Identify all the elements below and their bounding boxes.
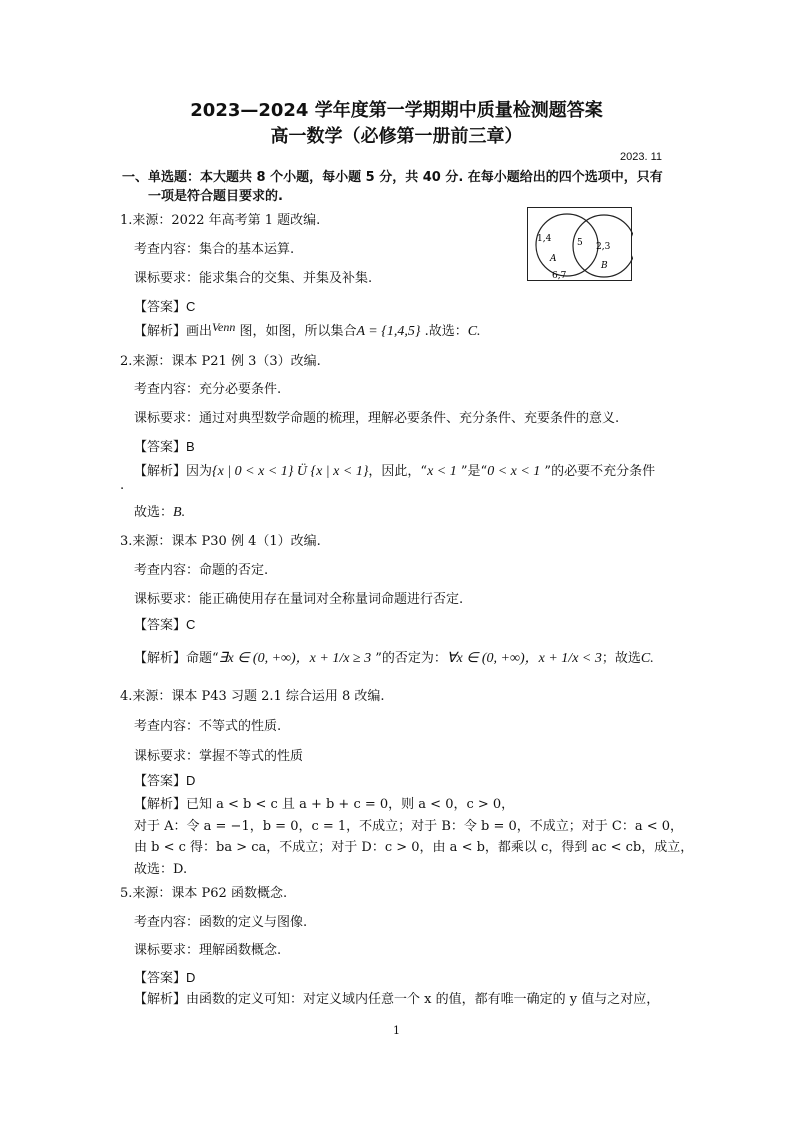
q3-standard: 课标要求：能正确使用存在量词对全称量词命题进行否定. [134, 592, 464, 607]
q4-standard: 课标要求：掌握不等式的性质 [134, 749, 304, 764]
q1-source: 1.来源：2022 年高考第 1 题改编. [120, 213, 321, 228]
venn-a-only: 1,4 [537, 234, 552, 244]
venn-outside: 6,7 [552, 271, 567, 281]
q3-solution [134, 647, 654, 667]
q1-answer: 【答案】C [134, 299, 196, 314]
document-date: 2023. 11 [620, 151, 663, 163]
venn-label-a: A [550, 254, 557, 264]
q5-answer: 【答案】D [134, 970, 196, 985]
q2-answer: 【答案】B [134, 439, 195, 454]
q1-solution [134, 320, 481, 340]
q2-standard: 课标要求：通过对典型数学命题的梳理，理解必要条件、充分条件、充要条件的意义. [134, 411, 620, 426]
q3-sol-end: ；故选 [601, 651, 641, 666]
q3-answer: 【答案】C [134, 617, 196, 632]
q3-sol-prefix: 【解析】命题“ [134, 651, 219, 666]
q1-standard: 课标要求：能求集合的交集、并集及补集. [134, 271, 373, 286]
q1-sol-end: .故选： [420, 324, 468, 339]
venn-intersection: 5 [577, 238, 583, 248]
q2-sol-end: ”的必要不充分条件 [540, 464, 656, 479]
q1-sol-mid: 图，如图，所以集合 [235, 324, 357, 339]
q2-sol-mid2: ”是“ [456, 464, 488, 479]
section-heading-line2: 一项是符合题目要求的. [148, 189, 283, 204]
q3-sol-mid: ”的否定为： [371, 651, 447, 666]
q4-content: 考查内容：不等式的性质. [134, 719, 282, 734]
q4-solution-line2: 对于 A：令 a = −1，b = 0，c = 1，不成立；对于 B：令 b = 0，不成立；对于 C：a < 0， [134, 819, 684, 834]
q2-sol-prefix: 【解析】因为 [134, 464, 213, 479]
q4-solution-line3: 由 b < c 得：ba > ca，不成立；对于 D：c > 0，由 a < b，都乘以 c，得到 ac < cb，成立， [134, 840, 694, 855]
q4-solution-line4: 故选：D. [134, 862, 188, 877]
q2-solution-line2 [134, 501, 185, 521]
q2-content: 考查内容：充分必要条件. [134, 382, 282, 397]
q2-sol-mid: ，因此，“ [368, 464, 428, 479]
q3-sol-math: ∃x ∈ (0, +∞)，x + 1/x ≥ 3 [218, 651, 372, 666]
q2-sol-math2: x < 1 [427, 464, 457, 479]
venn-circle-a [536, 214, 598, 276]
q1-sol-choice: C. [467, 324, 481, 339]
venn-b-only: 2,3 [596, 242, 611, 252]
q5-standard: 课标要求：理解函数概念. [134, 943, 282, 958]
q5-source: 5.来源：课本 P62 函数概念. [120, 886, 288, 901]
venn-diagram [527, 207, 633, 282]
section-heading: 一、单选题：本大题共 8 个小题，每小题 5 分，共 40 分. 在每小题给出的四个选项中，只有 [122, 170, 663, 185]
q4-answer: 【答案】D [134, 773, 196, 788]
q3-source: 3.来源：课本 P30 例 4（1）改编. [120, 534, 321, 549]
q2-solution [134, 460, 655, 480]
q3-sol-math2: ∀x ∈ (0, +∞)，x + 1/x < 3 [446, 651, 602, 666]
q1-content: 考查内容：集合的基本运算. [134, 242, 295, 257]
q2-sol-math3: 0 < x < 1 [487, 464, 541, 479]
q3-sol-choice: C. [640, 651, 654, 666]
q5-solution: 【解析】由函数的定义可知：对定义域内任意一个 x 的值，都有唯一确定的 y 值与之对应， [134, 992, 660, 1007]
document-title-line2: 高一数学（必修第一册前三章） [270, 126, 523, 147]
q2-sol-math: {x | 0 < x < 1} Ü {x | x < 1} [212, 464, 369, 479]
q1-sol-venn: Venn [212, 320, 236, 334]
q2-source: 2.来源：课本 P21 例 3（3）改编. [120, 354, 321, 369]
q2-sol-dot: . [120, 478, 125, 493]
q4-solution-line1: 【解析】已知 a < b < c 且 a + b + c = 0，则 a < 0，c > 0， [134, 797, 515, 812]
page-number: 1 [393, 1024, 400, 1037]
q2-sol2-choice: B. [173, 505, 186, 520]
q1-sol-math: A = {1,4,5} [356, 324, 421, 339]
q3-content: 考查内容：命题的否定. [134, 563, 269, 578]
q1-sol-prefix: 【解析】画出 [134, 324, 213, 339]
venn-label-b: B [601, 261, 608, 271]
q2-sol2: 故选： [134, 505, 174, 520]
q4-source: 4.来源：课本 P43 习题 2.1 综合运用 8 改编. [120, 689, 385, 704]
document-title-line1: 2023—2024 学年度第一学期期中质量检测题答案 [190, 100, 603, 121]
q5-content: 考查内容：函数的定义与图像. [134, 915, 308, 930]
